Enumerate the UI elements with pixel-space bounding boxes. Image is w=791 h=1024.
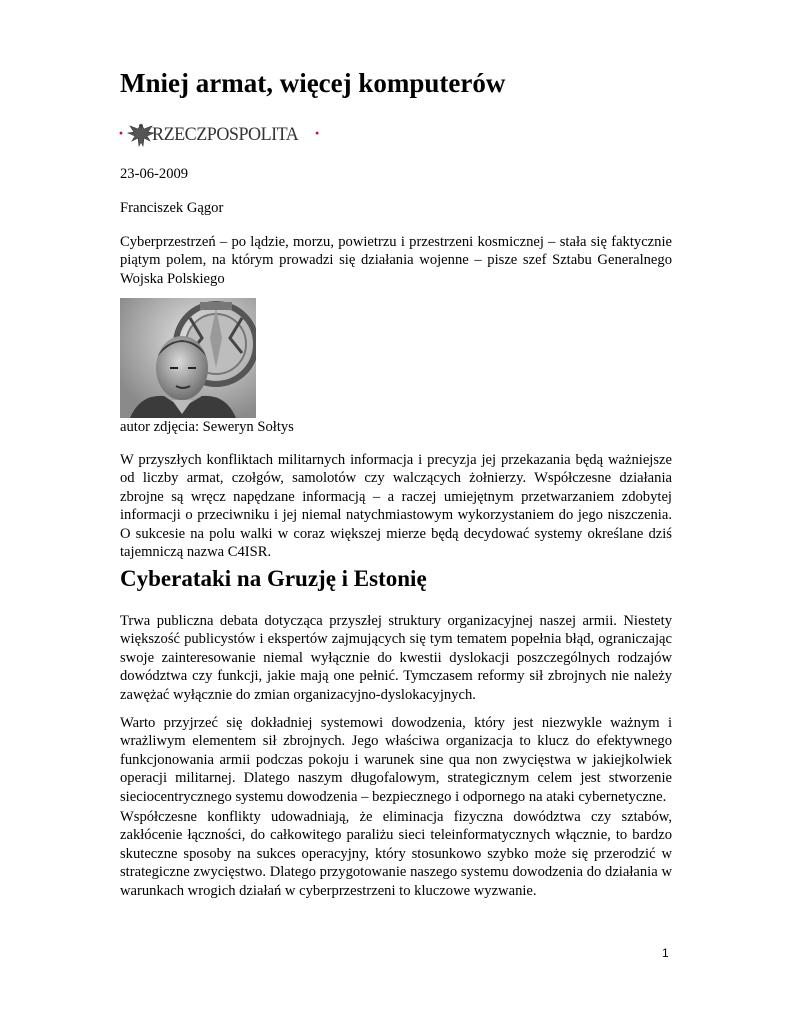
page-number: 1 bbox=[662, 946, 669, 960]
logo-left-dot: · bbox=[118, 123, 125, 143]
article-paragraph: Warto przyjrzeć się dokładniej systemowi dowodzenia, który jest niezwykle ważnym i wrażliwym elementem sił zbrojnych. Jego właściwa organizacja to klucz do efektywnego funkcjonowania armii podczas pokoju i warunek sine qua non zwycięstwa w jakiejkolwiek operacji militarnej. Dlatego naszym długofalowym, strategicznym celem jest stworzenie sieciocentrycznego systemu dowodzenia – bezpiecznego i odpornego na ataki cybernetyczne. bbox=[120, 715, 672, 805]
article-paragraph: Współczesne konflikty udowadniają, że eliminacja fizyczna dowództwa czy sztabów, zakłócenie łączności, do całkowitego paraliżu sieci teleinformatycznych włącznie, to bardzo skuteczne sposoby na sukces operacyjny, który stosunkowo szybko może się przerodzić w strategiczne zwycięstwo. Dlatego przygotowanie naszego systemu dowodzenia do działania w warunkach wrogich działań w cyberprzestrzeni to kluczowe wyzwanie. bbox=[120, 809, 672, 899]
portrait-image bbox=[120, 298, 256, 418]
logo-right-dot: · bbox=[314, 123, 321, 143]
section-heading: Cyberataki na Gruzję i Estonię bbox=[120, 566, 427, 591]
article-author: Franciszek Gągor bbox=[120, 200, 224, 216]
article-title: Mniej armat, więcej komputerów bbox=[120, 68, 506, 98]
article-paragraph: Trwa publiczna debata dotycząca przyszłej struktury organizacyjnej naszej armii. Niestety większość publicystów i ekspertów zajmujących się tym tematem popełnia błąd, ograniczając swoje zainteresowanie niemal wyłącznie do kwestii dyslokacji poszczególnych rodzajów dowództwa czy funkcji, jakie mają one pełnić. Tymczasem reformy sił zbrojnych nie należy zawężać wyłącznie do zmian organizacyjno-dyslokacyjnych. bbox=[120, 613, 672, 703]
photo-caption: autor zdjęcia: Seweryn Sołtys bbox=[120, 419, 294, 435]
article-date: 23-06-2009 bbox=[120, 166, 189, 182]
publication-name: RZECZPOSPOLITA bbox=[152, 124, 299, 145]
author-photo bbox=[120, 298, 256, 418]
article-paragraph: W przyszłych konfliktach militarnych informacja i precyzja jej przekazania będą ważniejsze od liczby armat, czołgów, samolotów czy walczących żołnierzy. Współczesne działania zbrojne są wręcz napędzane informacją – a raczej umiejętnym przetwarzaniem zdobytej informacji o przeciwniku i jej niemal natychmiastowym wykorzystaniem do jego niszczenia. O sukcesie na polu walki w coraz większej mierze będą decydować systemy określane dziś tajemniczą nazwa C4ISR. bbox=[120, 452, 672, 561]
article-lead: Cyberprzestrzeń – po lądzie, morzu, powietrzu i przestrzeni kosmicznej – stała się faktycznie piątym polem, na którym prowadzi się działania wojenne – pisze szef Sztabu Generalnego Wojska Polskiego bbox=[120, 234, 672, 287]
publication-logo bbox=[118, 120, 328, 150]
